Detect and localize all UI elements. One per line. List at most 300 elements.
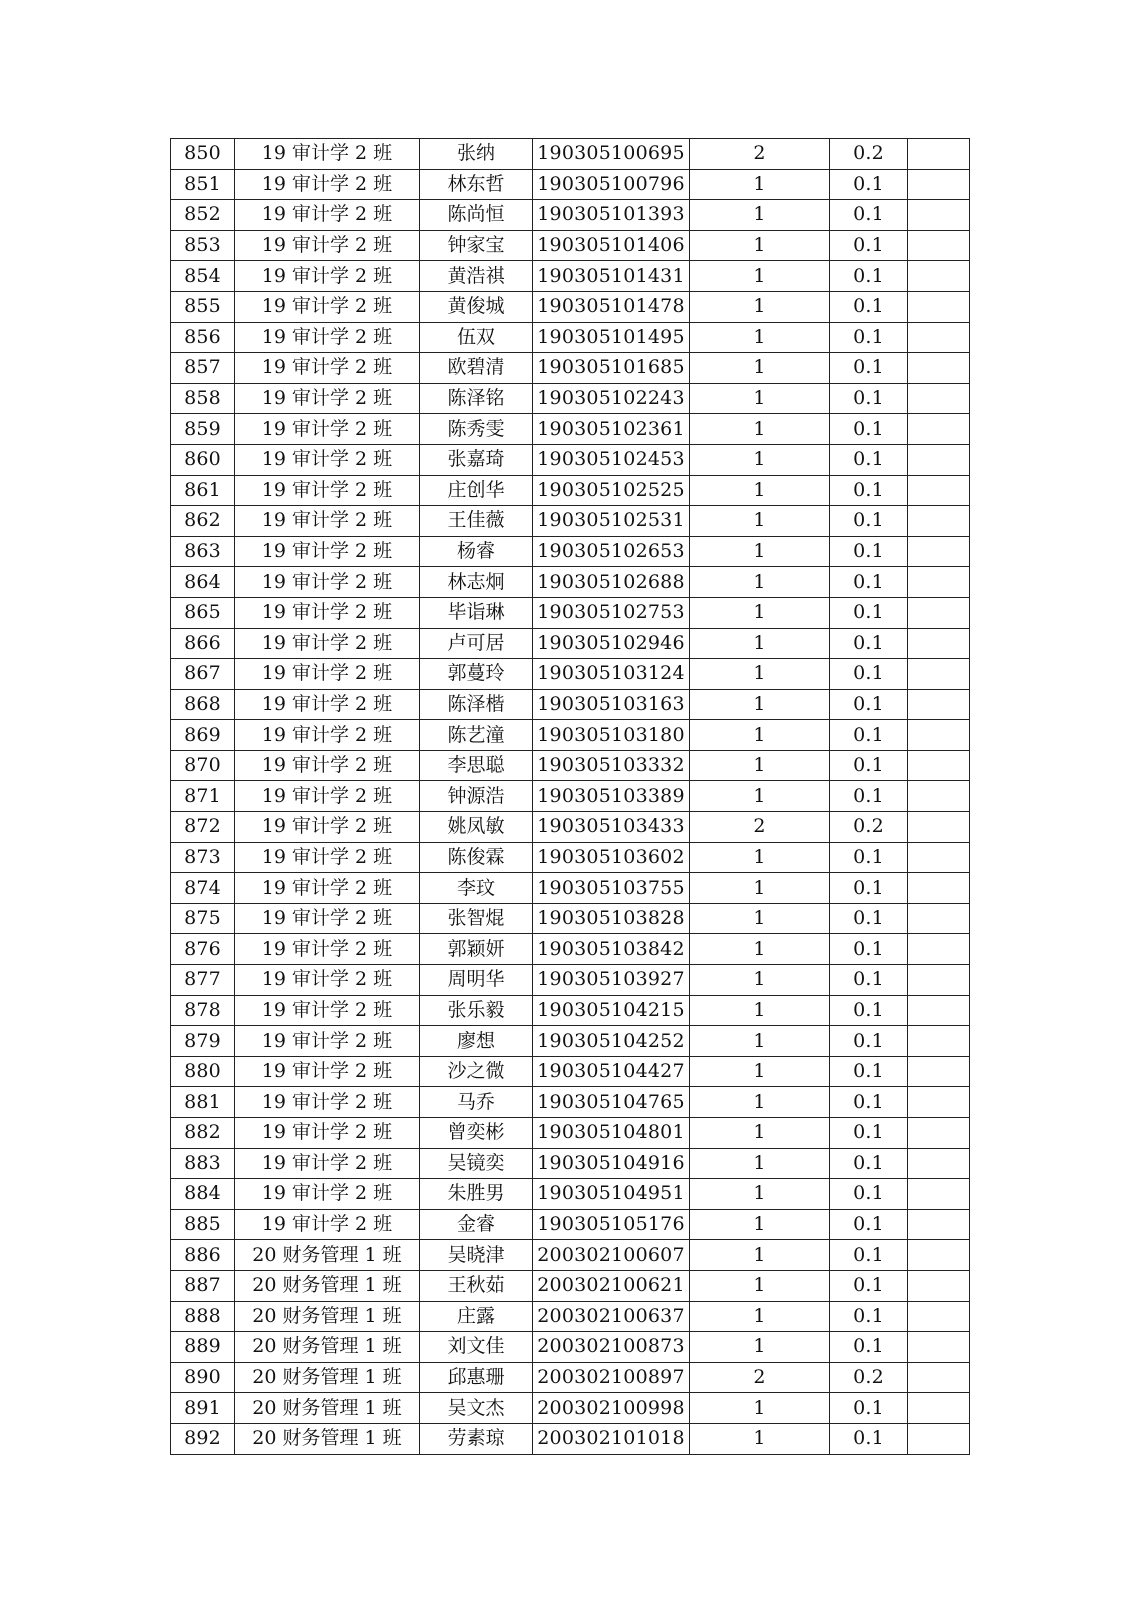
- remark-cell: [908, 444, 970, 475]
- remark-cell: [908, 230, 970, 261]
- remark-cell: [908, 812, 970, 843]
- student-name-cell: 钟源浩: [420, 781, 533, 812]
- table-row: [171, 475, 970, 506]
- count-cell: 1: [690, 506, 830, 537]
- table-row: [171, 322, 970, 353]
- score-cell: 0.1: [830, 1240, 908, 1271]
- class-cell: 19 审计学 2 班: [235, 169, 420, 200]
- student-id-cell: 190305104252: [533, 1026, 690, 1057]
- table-row: [171, 1118, 970, 1149]
- student-name-cell: 陈艺潼: [420, 720, 533, 751]
- class-cell: 19 审计学 2 班: [235, 1209, 420, 1240]
- class-cell: 19 审计学 2 班: [235, 567, 420, 598]
- remark-cell: [908, 903, 970, 934]
- class-cell: 19 审计学 2 班: [235, 720, 420, 751]
- table-row: [171, 1270, 970, 1301]
- class-cell: 19 审计学 2 班: [235, 139, 420, 170]
- count-cell: 1: [690, 1087, 830, 1118]
- remark-cell: [908, 475, 970, 506]
- table-row: [171, 1332, 970, 1363]
- student-id-cell: 190305103124: [533, 659, 690, 690]
- student-name-cell: 陈尚恒: [420, 200, 533, 231]
- remark-cell: [908, 1423, 970, 1454]
- student-id-cell: 190305105176: [533, 1209, 690, 1240]
- row-number-cell: 876: [171, 934, 235, 965]
- class-cell: 19 审计学 2 班: [235, 322, 420, 353]
- count-cell: 1: [690, 383, 830, 414]
- score-cell: 0.1: [830, 1301, 908, 1332]
- row-number-cell: 868: [171, 689, 235, 720]
- student-id-cell: 190305100695: [533, 139, 690, 170]
- count-cell: 1: [690, 1179, 830, 1210]
- student-id-cell: 190305103602: [533, 842, 690, 873]
- count-cell: 1: [690, 965, 830, 996]
- class-cell: 19 审计学 2 班: [235, 812, 420, 843]
- remark-cell: [908, 139, 970, 170]
- student-id-cell: 190305103433: [533, 812, 690, 843]
- score-cell: 0.1: [830, 506, 908, 537]
- count-cell: 1: [690, 1240, 830, 1271]
- class-cell: 19 审计学 2 班: [235, 1056, 420, 1087]
- row-number-cell: 852: [171, 200, 235, 231]
- student-name-cell: 庄创华: [420, 475, 533, 506]
- count-cell: 1: [690, 720, 830, 751]
- row-number-cell: 853: [171, 230, 235, 261]
- student-id-cell: 190305102361: [533, 414, 690, 445]
- class-cell: 19 审计学 2 班: [235, 291, 420, 322]
- student-id-cell: 190305102531: [533, 506, 690, 537]
- student-id-cell: 190305102946: [533, 628, 690, 659]
- remark-cell: [908, 291, 970, 322]
- class-cell: 19 审计学 2 班: [235, 597, 420, 628]
- table-row: [171, 230, 970, 261]
- score-cell: 0.1: [830, 597, 908, 628]
- student-name-cell: 张智焜: [420, 903, 533, 934]
- class-cell: 19 审计学 2 班: [235, 873, 420, 904]
- student-id-cell: 190305100796: [533, 169, 690, 200]
- count-cell: 1: [690, 842, 830, 873]
- count-cell: 1: [690, 1209, 830, 1240]
- remark-cell: [908, 1056, 970, 1087]
- remark-cell: [908, 1301, 970, 1332]
- student-name-cell: 陈泽铭: [420, 383, 533, 414]
- count-cell: 1: [690, 873, 830, 904]
- student-name-cell: 伍双: [420, 322, 533, 353]
- table-row: [171, 536, 970, 567]
- table-row: [171, 597, 970, 628]
- student-name-cell: 黄俊城: [420, 291, 533, 322]
- class-cell: 19 审计学 2 班: [235, 475, 420, 506]
- remark-cell: [908, 506, 970, 537]
- row-number-cell: 880: [171, 1056, 235, 1087]
- count-cell: 1: [690, 322, 830, 353]
- count-cell: 1: [690, 1118, 830, 1149]
- class-cell: 19 审计学 2 班: [235, 200, 420, 231]
- class-cell: 20 财务管理 1 班: [235, 1240, 420, 1271]
- student-name-cell: 杨睿: [420, 536, 533, 567]
- class-cell: 19 审计学 2 班: [235, 230, 420, 261]
- class-cell: 19 审计学 2 班: [235, 934, 420, 965]
- score-cell: 0.1: [830, 1393, 908, 1424]
- class-cell: 20 财务管理 1 班: [235, 1423, 420, 1454]
- student-name-cell: 毕诣琳: [420, 597, 533, 628]
- student-id-cell: 190305102453: [533, 444, 690, 475]
- count-cell: 1: [690, 353, 830, 384]
- remark-cell: [908, 842, 970, 873]
- table-row: [171, 1179, 970, 1210]
- count-cell: 1: [690, 628, 830, 659]
- student-name-cell: 张乐毅: [420, 995, 533, 1026]
- row-number-cell: 889: [171, 1332, 235, 1363]
- count-cell: 1: [690, 689, 830, 720]
- count-cell: 1: [690, 444, 830, 475]
- student-id-cell: 190305101393: [533, 200, 690, 231]
- score-cell: 0.1: [830, 659, 908, 690]
- table-row: [171, 1423, 970, 1454]
- table-row: [171, 659, 970, 690]
- table-row: [171, 1393, 970, 1424]
- count-cell: 2: [690, 812, 830, 843]
- row-number-cell: 870: [171, 750, 235, 781]
- table-row: [171, 965, 970, 996]
- count-cell: 1: [690, 1026, 830, 1057]
- count-cell: 1: [690, 567, 830, 598]
- table-row: [171, 628, 970, 659]
- score-cell: 0.1: [830, 414, 908, 445]
- score-cell: 0.1: [830, 1087, 908, 1118]
- class-cell: 19 审计学 2 班: [235, 383, 420, 414]
- student-name-cell: 劳素琼: [420, 1423, 533, 1454]
- row-number-cell: 850: [171, 139, 235, 170]
- count-cell: 1: [690, 1148, 830, 1179]
- row-number-cell: 860: [171, 444, 235, 475]
- count-cell: 1: [690, 169, 830, 200]
- row-number-cell: 851: [171, 169, 235, 200]
- row-number-cell: 858: [171, 383, 235, 414]
- student-id-cell: 200302101018: [533, 1423, 690, 1454]
- table-row: [171, 689, 970, 720]
- table-row: [171, 750, 970, 781]
- student-name-cell: 金睿: [420, 1209, 533, 1240]
- student-name-cell: 张嘉琦: [420, 444, 533, 475]
- remark-cell: [908, 200, 970, 231]
- score-cell: 0.1: [830, 689, 908, 720]
- student-id-cell: 190305104951: [533, 1179, 690, 1210]
- student-name-cell: 卢可居: [420, 628, 533, 659]
- student-name-cell: 欧碧清: [420, 353, 533, 384]
- score-cell: 0.1: [830, 720, 908, 751]
- student-id-cell: 190305102753: [533, 597, 690, 628]
- table-row: [171, 781, 970, 812]
- score-cell: 0.1: [830, 1118, 908, 1149]
- count-cell: 1: [690, 1393, 830, 1424]
- count-cell: 1: [690, 261, 830, 292]
- score-cell: 0.1: [830, 261, 908, 292]
- remark-cell: [908, 1270, 970, 1301]
- student-id-cell: 190305101685: [533, 353, 690, 384]
- class-cell: 19 审计学 2 班: [235, 903, 420, 934]
- table-row: [171, 1087, 970, 1118]
- student-id-cell: 190305102525: [533, 475, 690, 506]
- table-row: [171, 720, 970, 751]
- student-name-cell: 邱惠珊: [420, 1362, 533, 1393]
- row-number-cell: 878: [171, 995, 235, 1026]
- class-cell: 19 审计学 2 班: [235, 628, 420, 659]
- score-cell: 0.1: [830, 781, 908, 812]
- student-name-cell: 曾奕彬: [420, 1118, 533, 1149]
- count-cell: 1: [690, 414, 830, 445]
- student-name-cell: 李玟: [420, 873, 533, 904]
- student-name-cell: 王佳薇: [420, 506, 533, 537]
- student-name-cell: 陈俊霖: [420, 842, 533, 873]
- row-number-cell: 892: [171, 1423, 235, 1454]
- count-cell: 1: [690, 903, 830, 934]
- score-cell: 0.2: [830, 812, 908, 843]
- row-number-cell: 882: [171, 1118, 235, 1149]
- student-name-cell: 朱胜男: [420, 1179, 533, 1210]
- row-number-cell: 886: [171, 1240, 235, 1271]
- class-cell: 19 审计学 2 班: [235, 842, 420, 873]
- count-cell: 1: [690, 659, 830, 690]
- table-row: [171, 1209, 970, 1240]
- student-name-cell: 马乔: [420, 1087, 533, 1118]
- remark-cell: [908, 1026, 970, 1057]
- count-cell: 2: [690, 139, 830, 170]
- row-number-cell: 861: [171, 475, 235, 506]
- class-cell: 19 审计学 2 班: [235, 1087, 420, 1118]
- row-number-cell: 888: [171, 1301, 235, 1332]
- row-number-cell: 877: [171, 965, 235, 996]
- table-row: [171, 506, 970, 537]
- class-cell: 19 审计学 2 班: [235, 414, 420, 445]
- student-id-cell: 190305101431: [533, 261, 690, 292]
- score-cell: 0.1: [830, 1423, 908, 1454]
- remark-cell: [908, 873, 970, 904]
- student-name-cell: 林志炯: [420, 567, 533, 598]
- class-cell: 19 审计学 2 班: [235, 1026, 420, 1057]
- class-cell: 19 审计学 2 班: [235, 536, 420, 567]
- student-id-cell: 190305101495: [533, 322, 690, 353]
- score-cell: 0.1: [830, 353, 908, 384]
- count-cell: 1: [690, 475, 830, 506]
- score-cell: 0.1: [830, 965, 908, 996]
- class-cell: 19 审计学 2 班: [235, 750, 420, 781]
- class-cell: 19 审计学 2 班: [235, 1179, 420, 1210]
- student-name-cell: 刘文佳: [420, 1332, 533, 1363]
- remark-cell: [908, 659, 970, 690]
- student-name-cell: 李思聪: [420, 750, 533, 781]
- count-cell: 1: [690, 995, 830, 1026]
- count-cell: 1: [690, 1423, 830, 1454]
- row-number-cell: 883: [171, 1148, 235, 1179]
- student-id-cell: 190305103163: [533, 689, 690, 720]
- student-name-cell: 张纳: [420, 139, 533, 170]
- remark-cell: [908, 1179, 970, 1210]
- student-id-cell: 190305103755: [533, 873, 690, 904]
- score-cell: 0.1: [830, 291, 908, 322]
- score-cell: 0.1: [830, 628, 908, 659]
- table-row: [171, 414, 970, 445]
- count-cell: 1: [690, 1056, 830, 1087]
- class-cell: 19 审计学 2 班: [235, 689, 420, 720]
- student-id-cell: 190305103842: [533, 934, 690, 965]
- row-number-cell: 865: [171, 597, 235, 628]
- student-id-cell: 190305104427: [533, 1056, 690, 1087]
- student-id-cell: 190305103927: [533, 965, 690, 996]
- student-id-cell: 190305103389: [533, 781, 690, 812]
- table-row: [171, 200, 970, 231]
- row-number-cell: 856: [171, 322, 235, 353]
- score-cell: 0.1: [830, 536, 908, 567]
- row-number-cell: 881: [171, 1087, 235, 1118]
- score-cell: 0.1: [830, 1056, 908, 1087]
- remark-cell: [908, 934, 970, 965]
- remark-cell: [908, 597, 970, 628]
- count-cell: 1: [690, 1301, 830, 1332]
- remark-cell: [908, 965, 970, 996]
- table-row: [171, 873, 970, 904]
- row-number-cell: 855: [171, 291, 235, 322]
- table-row: [171, 139, 970, 170]
- table-row: [171, 1362, 970, 1393]
- student-id-cell: 190305104765: [533, 1087, 690, 1118]
- remark-cell: [908, 1209, 970, 1240]
- student-name-cell: 周明华: [420, 965, 533, 996]
- class-cell: 20 财务管理 1 班: [235, 1393, 420, 1424]
- row-number-cell: 864: [171, 567, 235, 598]
- table-row: [171, 1301, 970, 1332]
- class-cell: 19 审计学 2 班: [235, 506, 420, 537]
- row-number-cell: 887: [171, 1270, 235, 1301]
- class-cell: 19 审计学 2 班: [235, 781, 420, 812]
- row-number-cell: 884: [171, 1179, 235, 1210]
- remark-cell: [908, 261, 970, 292]
- table-row: [171, 995, 970, 1026]
- count-cell: 1: [690, 750, 830, 781]
- count-cell: 1: [690, 1270, 830, 1301]
- class-cell: 20 财务管理 1 班: [235, 1332, 420, 1363]
- table-row: [171, 567, 970, 598]
- student-id-cell: 200302100621: [533, 1270, 690, 1301]
- score-cell: 0.1: [830, 322, 908, 353]
- student-name-cell: 钟家宝: [420, 230, 533, 261]
- table-row: [171, 1026, 970, 1057]
- score-cell: 0.1: [830, 230, 908, 261]
- remark-cell: [908, 750, 970, 781]
- remark-cell: [908, 414, 970, 445]
- table-row: [171, 291, 970, 322]
- score-cell: 0.1: [830, 567, 908, 598]
- remark-cell: [908, 720, 970, 751]
- student-id-cell: 200302100607: [533, 1240, 690, 1271]
- table-row: [171, 1148, 970, 1179]
- remark-cell: [908, 567, 970, 598]
- student-id-cell: 190305104916: [533, 1148, 690, 1179]
- row-number-cell: 874: [171, 873, 235, 904]
- remark-cell: [908, 322, 970, 353]
- table-row: [171, 353, 970, 384]
- row-number-cell: 890: [171, 1362, 235, 1393]
- count-cell: 1: [690, 200, 830, 231]
- student-id-cell: 190305104215: [533, 995, 690, 1026]
- row-number-cell: 879: [171, 1026, 235, 1057]
- count-cell: 1: [690, 230, 830, 261]
- class-cell: 19 审计学 2 班: [235, 1118, 420, 1149]
- student-name-cell: 陈秀雯: [420, 414, 533, 445]
- roster-table-body: [171, 139, 970, 1455]
- table-row: [171, 934, 970, 965]
- student-id-cell: 190305101406: [533, 230, 690, 261]
- roster-table: [170, 138, 970, 1455]
- score-cell: 0.1: [830, 475, 908, 506]
- student-name-cell: 郭颖妍: [420, 934, 533, 965]
- student-name-cell: 沙之微: [420, 1056, 533, 1087]
- student-name-cell: 廖想: [420, 1026, 533, 1057]
- remark-cell: [908, 1362, 970, 1393]
- student-name-cell: 吴文杰: [420, 1393, 533, 1424]
- score-cell: 0.1: [830, 1332, 908, 1363]
- table-row: [171, 1056, 970, 1087]
- count-cell: 1: [690, 597, 830, 628]
- score-cell: 0.1: [830, 1209, 908, 1240]
- remark-cell: [908, 781, 970, 812]
- row-number-cell: 871: [171, 781, 235, 812]
- table-row: [171, 444, 970, 475]
- score-cell: 0.1: [830, 444, 908, 475]
- student-id-cell: 190305103332: [533, 750, 690, 781]
- table-row: [171, 1240, 970, 1271]
- student-id-cell: 200302100897: [533, 1362, 690, 1393]
- score-cell: 0.2: [830, 1362, 908, 1393]
- score-cell: 0.2: [830, 139, 908, 170]
- row-number-cell: 863: [171, 536, 235, 567]
- remark-cell: [908, 1332, 970, 1363]
- student-id-cell: 200302100998: [533, 1393, 690, 1424]
- class-cell: 19 审计学 2 班: [235, 995, 420, 1026]
- row-number-cell: 854: [171, 261, 235, 292]
- count-cell: 1: [690, 934, 830, 965]
- student-name-cell: 陈泽楷: [420, 689, 533, 720]
- student-name-cell: 王秋茹: [420, 1270, 533, 1301]
- remark-cell: [908, 169, 970, 200]
- score-cell: 0.1: [830, 1270, 908, 1301]
- student-id-cell: 190305103180: [533, 720, 690, 751]
- table-row: [171, 261, 970, 292]
- count-cell: 1: [690, 536, 830, 567]
- score-cell: 0.1: [830, 1026, 908, 1057]
- remark-cell: [908, 689, 970, 720]
- student-name-cell: 吴镜奕: [420, 1148, 533, 1179]
- student-name-cell: 庄露: [420, 1301, 533, 1332]
- remark-cell: [908, 1118, 970, 1149]
- student-id-cell: 190305102243: [533, 383, 690, 414]
- remark-cell: [908, 995, 970, 1026]
- table-row: [171, 842, 970, 873]
- remark-cell: [908, 536, 970, 567]
- row-number-cell: 872: [171, 812, 235, 843]
- score-cell: 0.1: [830, 1148, 908, 1179]
- score-cell: 0.1: [830, 995, 908, 1026]
- row-number-cell: 875: [171, 903, 235, 934]
- row-number-cell: 873: [171, 842, 235, 873]
- remark-cell: [908, 1087, 970, 1118]
- score-cell: 0.1: [830, 1179, 908, 1210]
- student-id-cell: 190305102653: [533, 536, 690, 567]
- count-cell: 1: [690, 781, 830, 812]
- row-number-cell: 891: [171, 1393, 235, 1424]
- row-number-cell: 859: [171, 414, 235, 445]
- table-row: [171, 383, 970, 414]
